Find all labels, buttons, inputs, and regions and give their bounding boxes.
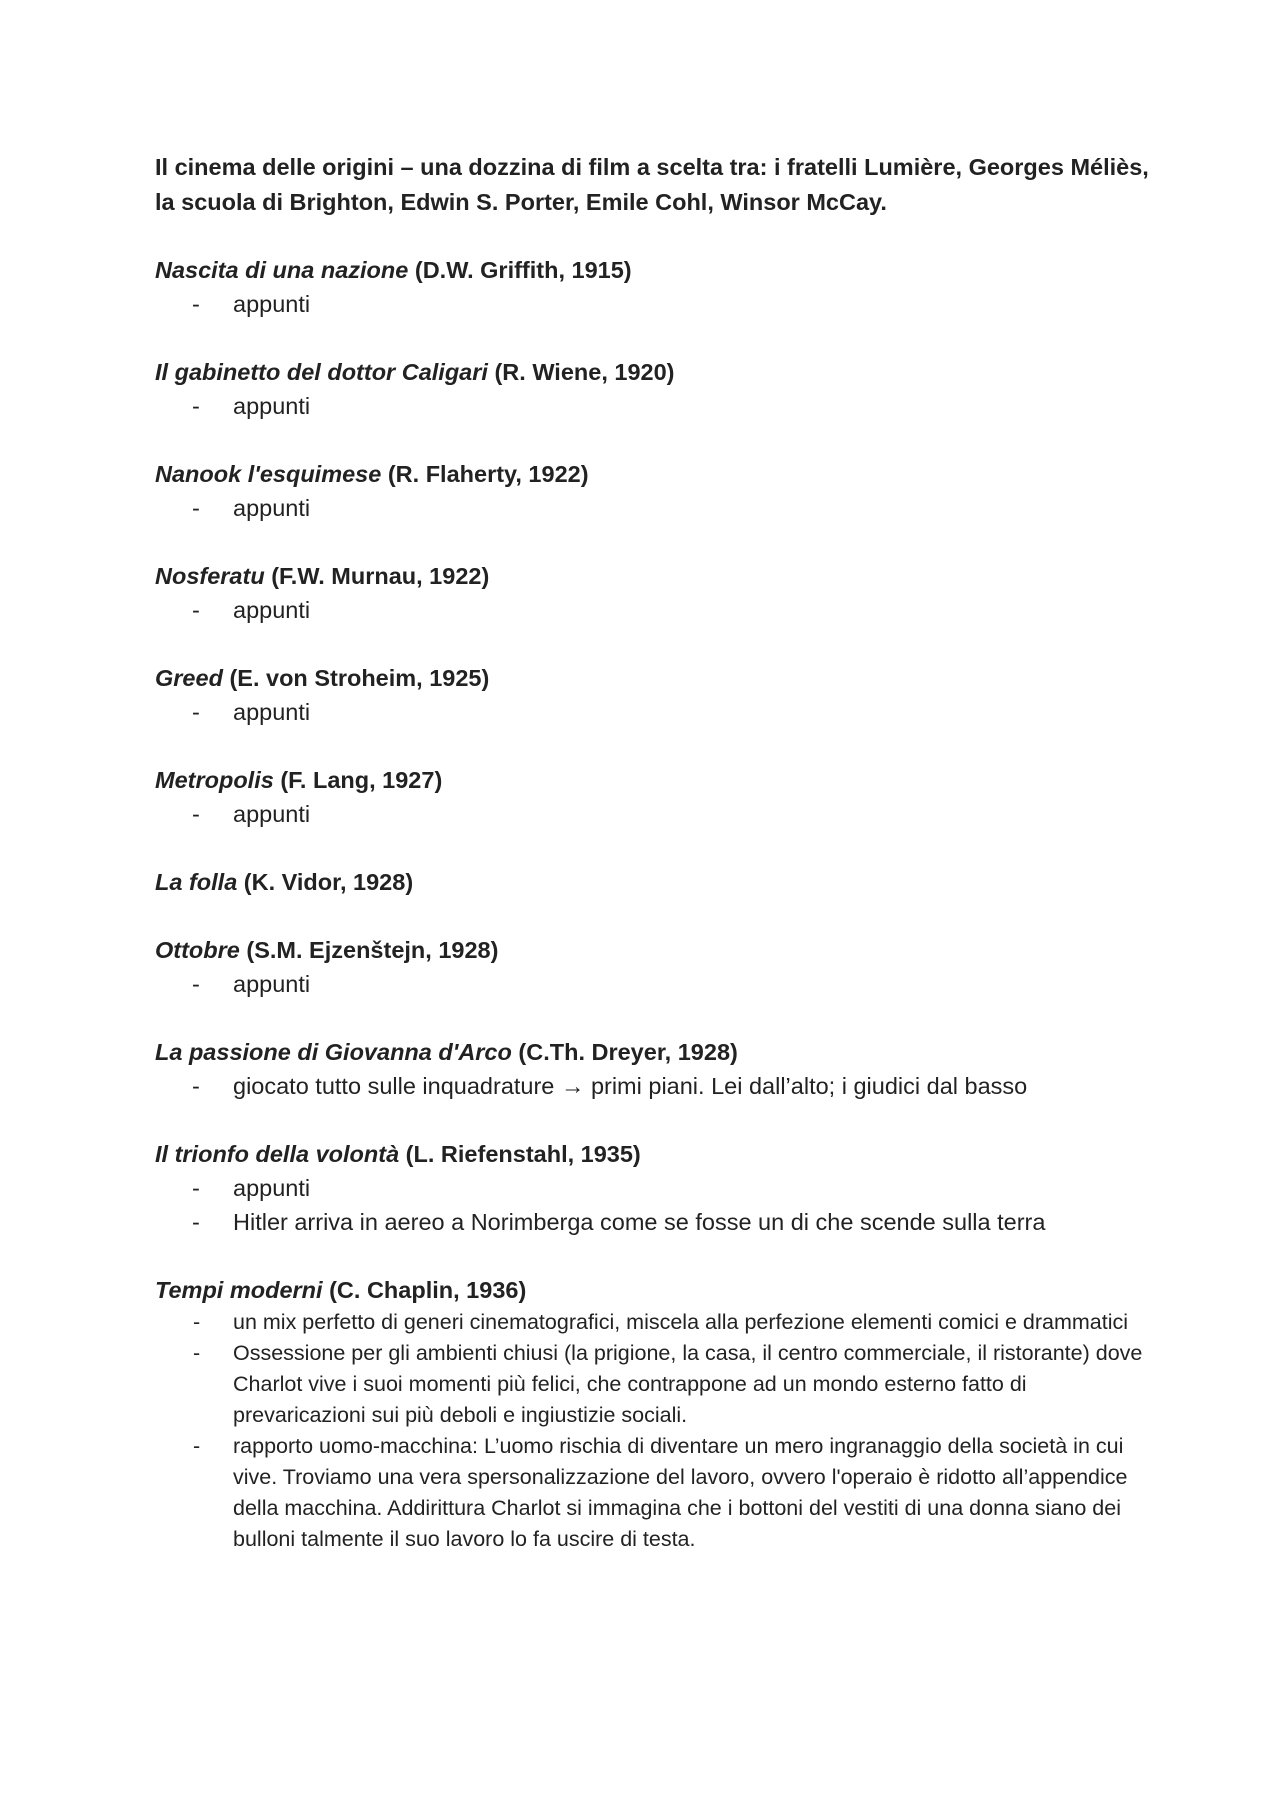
note-text: rapporto uomo-macchina: L’uomo rischia di diventare un mero ingranaggio della società in cui vive. Troviamo una vera spersonalizzazione del lavoro, ovvero l'operaio è ridotto all’appendice della macchina. Addirittura Charlot si immagina che i bottoni del vestiti di una donna siano dei bulloni talmente il suo lavoro lo fa uscire di testa. — [233, 1434, 1128, 1551]
bullet-dash: - — [192, 291, 200, 317]
film-heading — [155, 1035, 1155, 1069]
note-text: appunti — [233, 801, 311, 827]
film-title: Ottobre — [155, 937, 240, 963]
bullet-dash: - — [192, 801, 200, 827]
film-credit: (K. Vidor, 1928) — [237, 869, 414, 895]
film-credit: (F.W. Murnau, 1922) — [264, 563, 490, 589]
film-credit: (R. Flaherty, 1922) — [381, 461, 589, 487]
film-title: Nosferatu — [155, 563, 265, 589]
film-title: Nanook l'esquimese — [155, 461, 382, 487]
film-title: Metropolis — [155, 767, 274, 793]
notes-list — [155, 1307, 1155, 1555]
film-title: La folla — [155, 869, 238, 895]
notes-list — [155, 389, 1155, 423]
intro-paragraph: Il cinema delle origini – una dozzina di film a scelta tra: i fratelli Lumière, Georges Méliès, la scuola di Brighton, Edwin S. Porter, Emile Cohl, Winsor McCay. — [155, 154, 1149, 215]
note-text: Ossessione per gli ambienti chiusi (la prigione, la casa, il centro commerciale, il ristorante) dove Charlot vive i suoi momenti più felici, che contrappone ad un mondo esterno fatto di prevaricazioni sui più deboli e ingiustizie sociali. — [233, 1341, 1143, 1427]
film-entry — [155, 253, 1155, 321]
note-text: giocato tutto sulle inquadrature → primi piani. Lei dall’alto; i giudici dal basso — [233, 1073, 1028, 1099]
note-text: appunti — [233, 495, 311, 521]
film-entry — [155, 1273, 1155, 1555]
note-text: un mix perfetto di generi cinematografici, miscela alla perfezione elementi comici e drammatici — [233, 1310, 1129, 1334]
film-credit: (L. Riefenstahl, 1935) — [399, 1141, 641, 1167]
film-entry — [155, 763, 1155, 831]
bullet-dash: - — [192, 1209, 200, 1235]
film-heading — [155, 559, 1155, 593]
film-heading — [155, 355, 1155, 389]
note-text: appunti — [233, 291, 311, 317]
film-entry — [155, 661, 1155, 729]
notes-list — [155, 593, 1155, 627]
film-credit: (D.W. Griffith, 1915) — [408, 257, 632, 283]
note-item — [155, 797, 1155, 831]
film-heading — [155, 763, 1155, 797]
note-item — [155, 491, 1155, 525]
note-text: appunti — [233, 971, 311, 997]
note-item — [155, 1205, 1155, 1239]
film-credit: (C. Chaplin, 1936) — [322, 1277, 527, 1303]
film-heading — [155, 865, 1155, 899]
bullet-dash: - — [192, 699, 200, 725]
film-list — [155, 253, 1155, 1555]
film-title: La passione di Giovanna d'Arco — [155, 1039, 512, 1065]
film-heading — [155, 457, 1155, 491]
film-credit: (C.Th. Dreyer, 1928) — [511, 1039, 738, 1065]
film-title: Il trionfo della volontà — [155, 1141, 400, 1167]
note-item — [155, 389, 1155, 423]
notes-list — [155, 287, 1155, 321]
film-heading — [155, 661, 1155, 695]
note-item — [155, 593, 1155, 627]
note-item — [155, 695, 1155, 729]
note-text: appunti — [233, 699, 311, 725]
note-text: appunti — [233, 393, 311, 419]
note-text: appunti — [233, 1175, 311, 1201]
film-entry — [155, 1035, 1155, 1103]
film-title: Il gabinetto del dottor Caligari — [155, 359, 488, 385]
film-entry — [155, 457, 1155, 525]
note-item — [155, 287, 1155, 321]
film-credit: (F. Lang, 1927) — [273, 767, 443, 793]
document-page — [155, 150, 1155, 1589]
bullet-dash: - — [192, 1175, 200, 1201]
note-item — [155, 1431, 1155, 1555]
film-entry — [155, 559, 1155, 627]
film-heading — [155, 1137, 1155, 1171]
notes-list — [155, 1069, 1155, 1103]
film-heading — [155, 933, 1155, 967]
note-text: appunti — [233, 597, 311, 623]
bullet-dash: - — [193, 1341, 201, 1365]
film-entry — [155, 865, 1155, 899]
film-title: Greed — [155, 665, 223, 691]
note-item — [155, 1069, 1155, 1103]
film-heading — [155, 253, 1155, 287]
note-item — [155, 967, 1155, 1001]
film-entry — [155, 355, 1155, 423]
notes-list — [155, 967, 1155, 1001]
bullet-dash: - — [192, 495, 200, 521]
notes-list — [155, 491, 1155, 525]
film-entry — [155, 1137, 1155, 1239]
bullet-dash: - — [192, 971, 200, 997]
film-title: Nascita di una nazione — [155, 257, 409, 283]
bullet-dash: - — [192, 597, 200, 623]
notes-list — [155, 797, 1155, 831]
film-credit: (E. von Stroheim, 1925) — [222, 665, 490, 691]
note-item — [155, 1307, 1155, 1338]
bullet-dash: - — [193, 1310, 201, 1334]
bullet-dash: - — [193, 1434, 201, 1458]
note-item — [155, 1171, 1155, 1205]
notes-list — [155, 695, 1155, 729]
film-credit: (R. Wiene, 1920) — [487, 359, 675, 385]
bullet-dash: - — [192, 1073, 200, 1099]
film-credit: (S.M. Ejzenštejn, 1928) — [239, 937, 499, 963]
film-title: Tempi moderni — [155, 1277, 323, 1303]
film-entry — [155, 933, 1155, 1001]
film-heading — [155, 1273, 1155, 1307]
note-item — [155, 1338, 1155, 1431]
notes-list — [155, 1171, 1155, 1239]
note-text: Hitler arriva in aereo a Norimberga come se fosse un di che scende sulla terra — [233, 1209, 1046, 1235]
bullet-dash: - — [192, 393, 200, 419]
